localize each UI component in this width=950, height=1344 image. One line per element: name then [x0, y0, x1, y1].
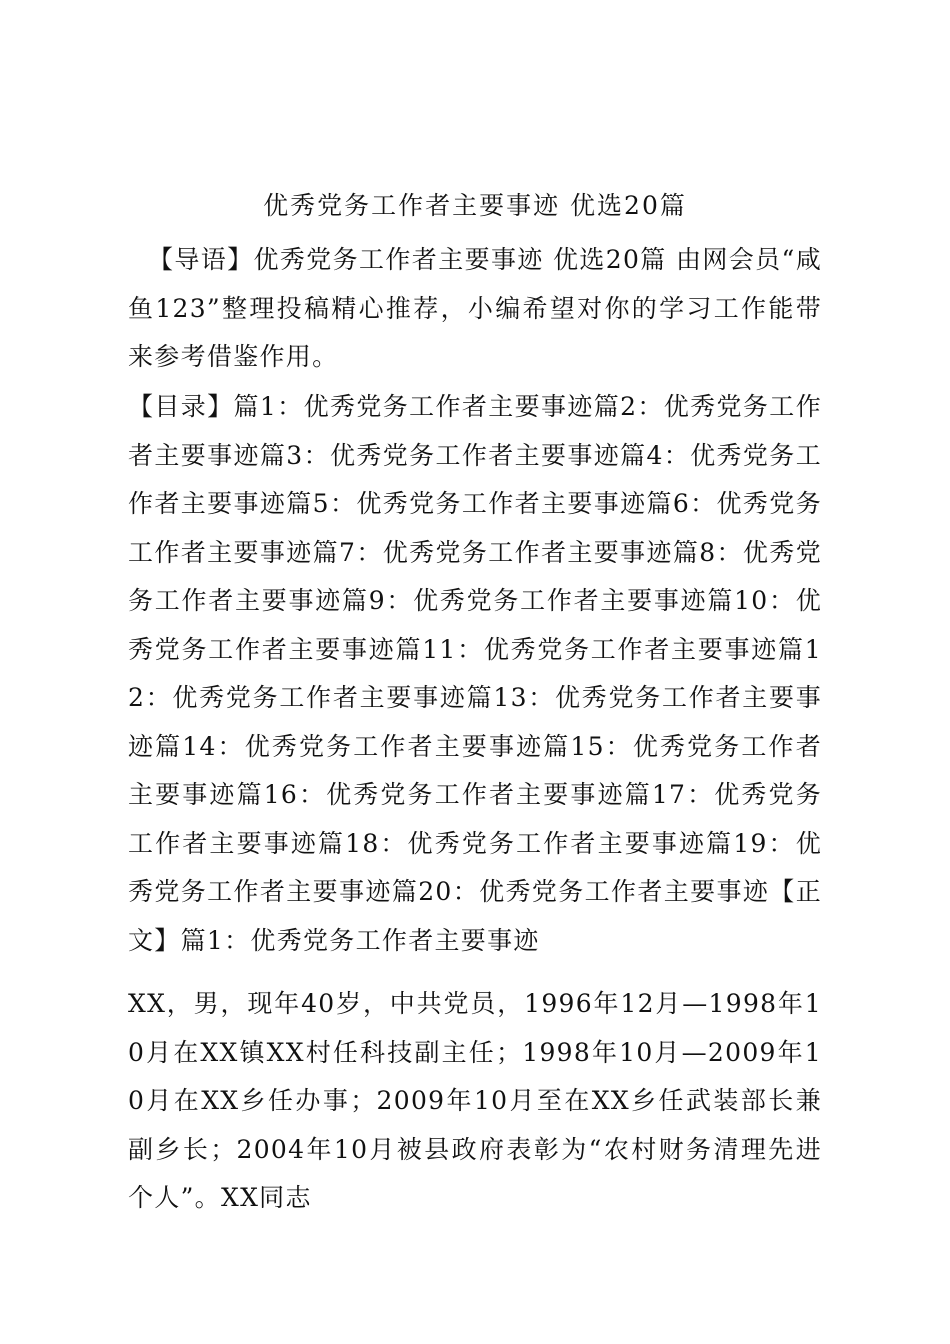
- document-title: 优秀党务工作者主要事迹 优选20篇: [263, 191, 687, 220]
- intro-paragraph: 【导语】优秀党务工作者主要事迹 优选20篇 由网会员“咸鱼123”整理投稿精心推荐，小编希望对你的学习工作能带来参考借鉴作用。: [128, 245, 822, 371]
- table-of-contents-paragraph: 【目录】篇1：优秀党务工作者主要事迹篇2：优秀党务工作者主要事迹篇3：优秀党务工作者主要事迹篇4：优秀党务工作者主要事迹篇5：优秀党务工作者主要事迹篇6：优秀党务工作者主要事迹篇7：优秀党务工作者主要事迹篇8：优秀党务工作者主要事迹篇9：优秀党务工作者主要事迹篇10：优秀党务工作者主要事迹篇11：优秀党务工作者主要事迹篇12：优秀党务工作者主要事迹篇13：优秀党务工作者主要事迹篇14：优秀党务工作者主要事迹篇15：优秀党务工作者主要事迹篇16：优秀党务工作者主要事迹篇17：优秀党务工作者主要事迹篇18：优秀党务工作者主要事迹篇19：优秀党务工作者主要事迹篇20：优秀党务工作者主要事迹【正文】篇1：优秀党务工作者主要事迹: [128, 392, 822, 955]
- body-paragraph: XX，男，现年40岁，中共党员，1996年12月—1998年10月在XX镇XX村任科技副主任；1998年10月—2009年10月在XX乡任办事；2009年10月至在XX乡任武装部长兼副乡长；2004年10月被县政府表彰为“农村财务清理先进个人”。XX同志: [128, 989, 822, 1212]
